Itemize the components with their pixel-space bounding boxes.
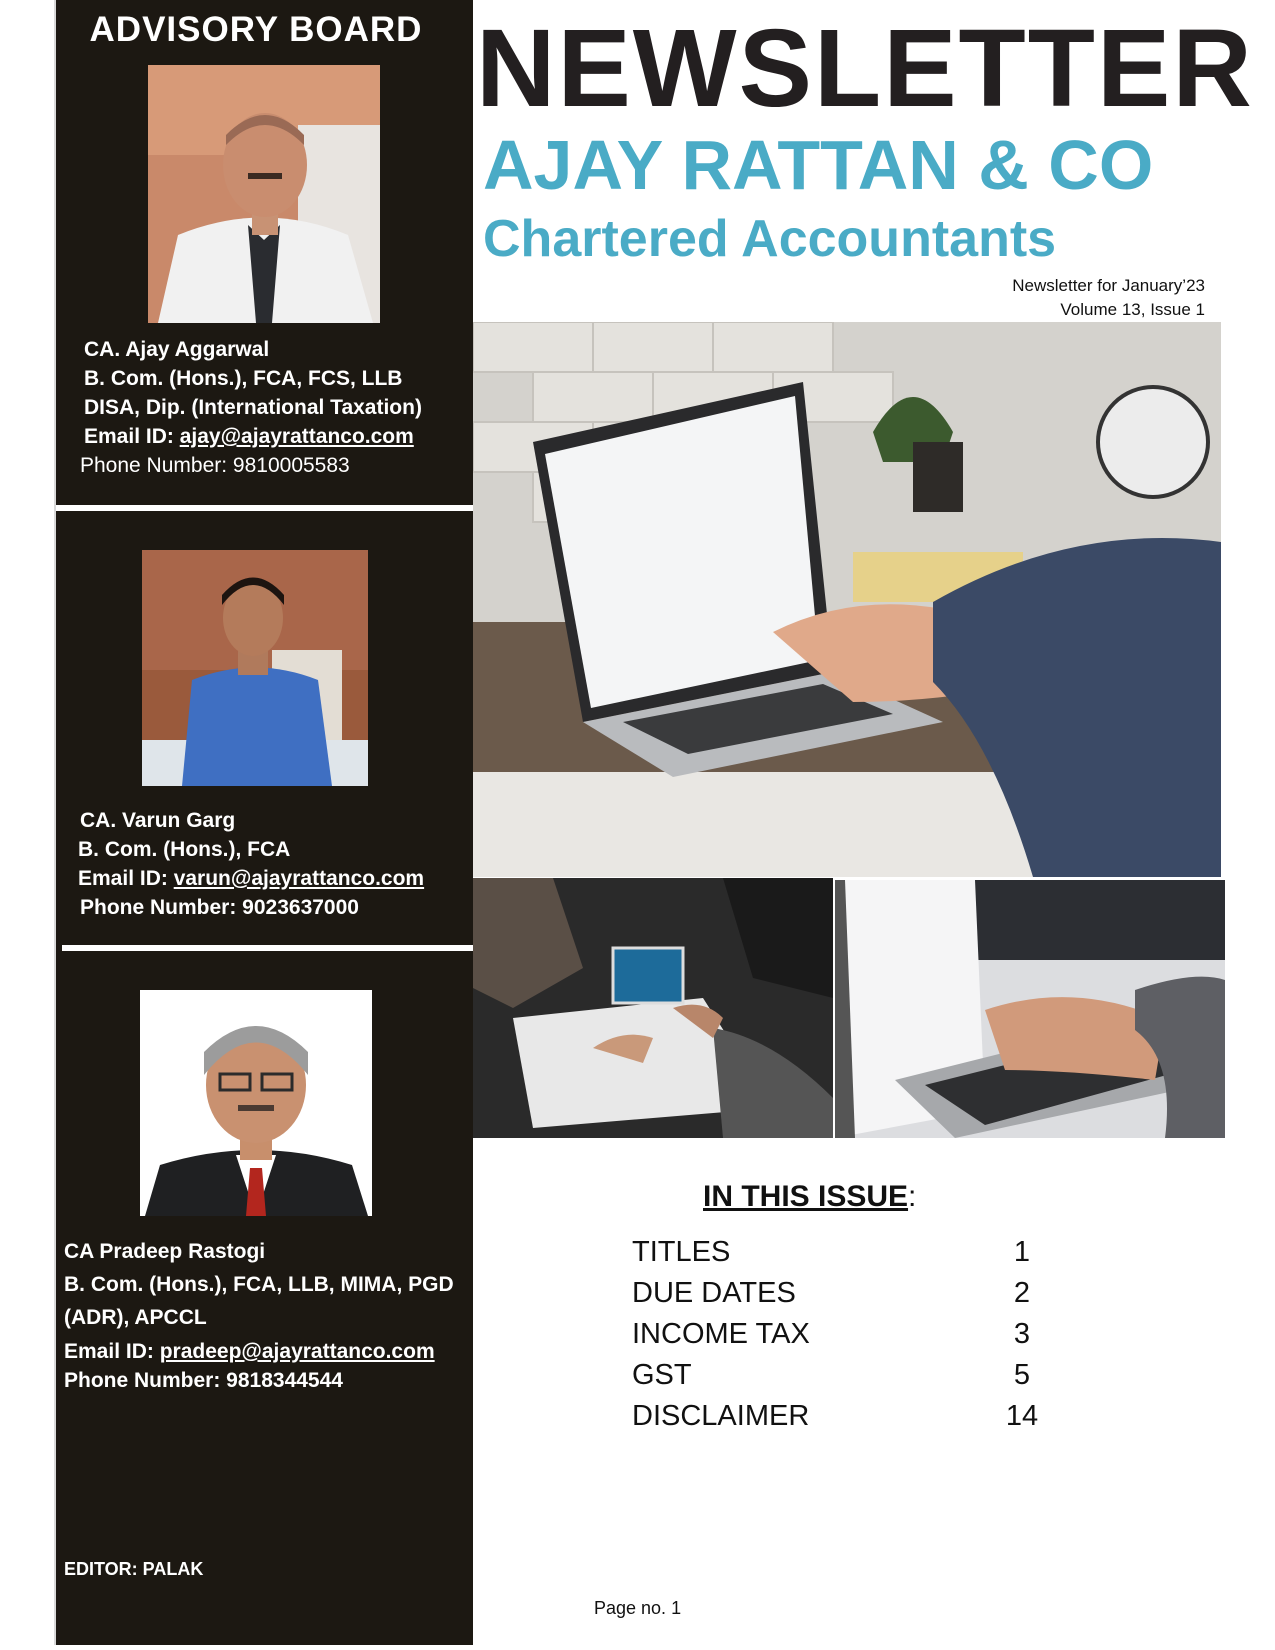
issue-date: Newsletter for January’23 <box>1012 276 1205 295</box>
member-email-line <box>78 867 424 891</box>
contents-item-page: 2 <box>1013 1277 1031 1309</box>
contents-item-label: INCOME TAX <box>632 1318 810 1350</box>
email-link-varun[interactable]: varun@ajayrattanco.com <box>173 867 425 890</box>
member-email-line <box>64 1340 435 1364</box>
member-phone: Phone Number: 9023637000 <box>80 896 359 919</box>
contents-item-label: DUE DATES <box>632 1277 796 1309</box>
contents-colon: : <box>908 1180 917 1213</box>
hero-laptop-photo <box>473 322 1221 877</box>
contents-item-page: 14 <box>1005 1400 1039 1432</box>
issue-info <box>1012 274 1205 322</box>
page-number: Page no. 1 <box>594 1598 682 1618</box>
contents-item-page: 1 <box>1013 1236 1031 1268</box>
member-photo-ajay <box>148 65 380 323</box>
member-qualifications: B. Com. (Hons.), FCA, LLB, MIMA, PGD <box>64 1273 454 1296</box>
member-name: CA. Ajay Aggarwal <box>84 338 270 361</box>
contents-item[interactable] <box>632 1318 1052 1358</box>
contents-item-page: 3 <box>1013 1318 1031 1350</box>
contents-item[interactable] <box>632 1359 1052 1399</box>
member-qualifications: (ADR), APCCL <box>64 1306 207 1329</box>
editor-credit: EDITOR: PALAK <box>64 1559 204 1579</box>
contents-item-page: 5 <box>1013 1359 1031 1391</box>
member-qualifications: DISA, Dip. (International Taxation) <box>84 396 422 419</box>
member-phone: Phone Number: 9810005583 <box>80 454 350 477</box>
member-phone: Phone Number: 9818344544 <box>64 1369 343 1392</box>
member-email-line <box>84 425 414 449</box>
email-link-pradeep[interactable]: pradeep@ajayrattanco.com <box>159 1340 435 1363</box>
email-link-ajay[interactable]: ajay@ajayrattanco.com <box>179 425 414 448</box>
team-meeting-photo <box>473 878 833 1138</box>
newsletter-masthead: NEWSLETTER <box>476 7 1254 130</box>
member-name: CA. Varun Garg <box>80 809 236 832</box>
contents-item-label: DISCLAIMER <box>632 1400 810 1432</box>
email-label: Email ID: <box>78 867 174 890</box>
member-name: CA Pradeep Rastogi <box>64 1240 266 1263</box>
contents-item[interactable] <box>632 1277 1052 1317</box>
email-label: Email ID: <box>84 425 180 448</box>
member-qualifications: B. Com. (Hons.), FCA, FCS, LLB <box>84 367 403 390</box>
contents-item-label: GST <box>632 1359 692 1391</box>
member-photo-varun <box>142 550 368 786</box>
advisory-board-title: ADVISORY BOARD <box>89 10 423 49</box>
contents-heading: IN THIS ISSUE <box>703 1180 909 1213</box>
contents-title <box>703 1180 916 1214</box>
email-label: Email ID: <box>64 1340 160 1363</box>
member-qualifications: B. Com. (Hons.), FCA <box>78 838 291 861</box>
member-photo-pradeep <box>140 990 372 1216</box>
issue-volume: Volume 13, Issue 1 <box>1060 300 1205 319</box>
firm-name: AJAY RATTAN & CO <box>483 126 1154 204</box>
advisory-board-sidebar <box>54 0 473 1645</box>
contents-item[interactable] <box>632 1400 1052 1440</box>
contents-item[interactable] <box>632 1236 1052 1276</box>
section-divider <box>62 945 473 951</box>
section-divider <box>56 505 473 511</box>
typing-laptop-photo <box>835 880 1225 1138</box>
contents-item-label: TITLES <box>632 1236 731 1268</box>
firm-subtitle: Chartered Accountants <box>483 210 1057 268</box>
